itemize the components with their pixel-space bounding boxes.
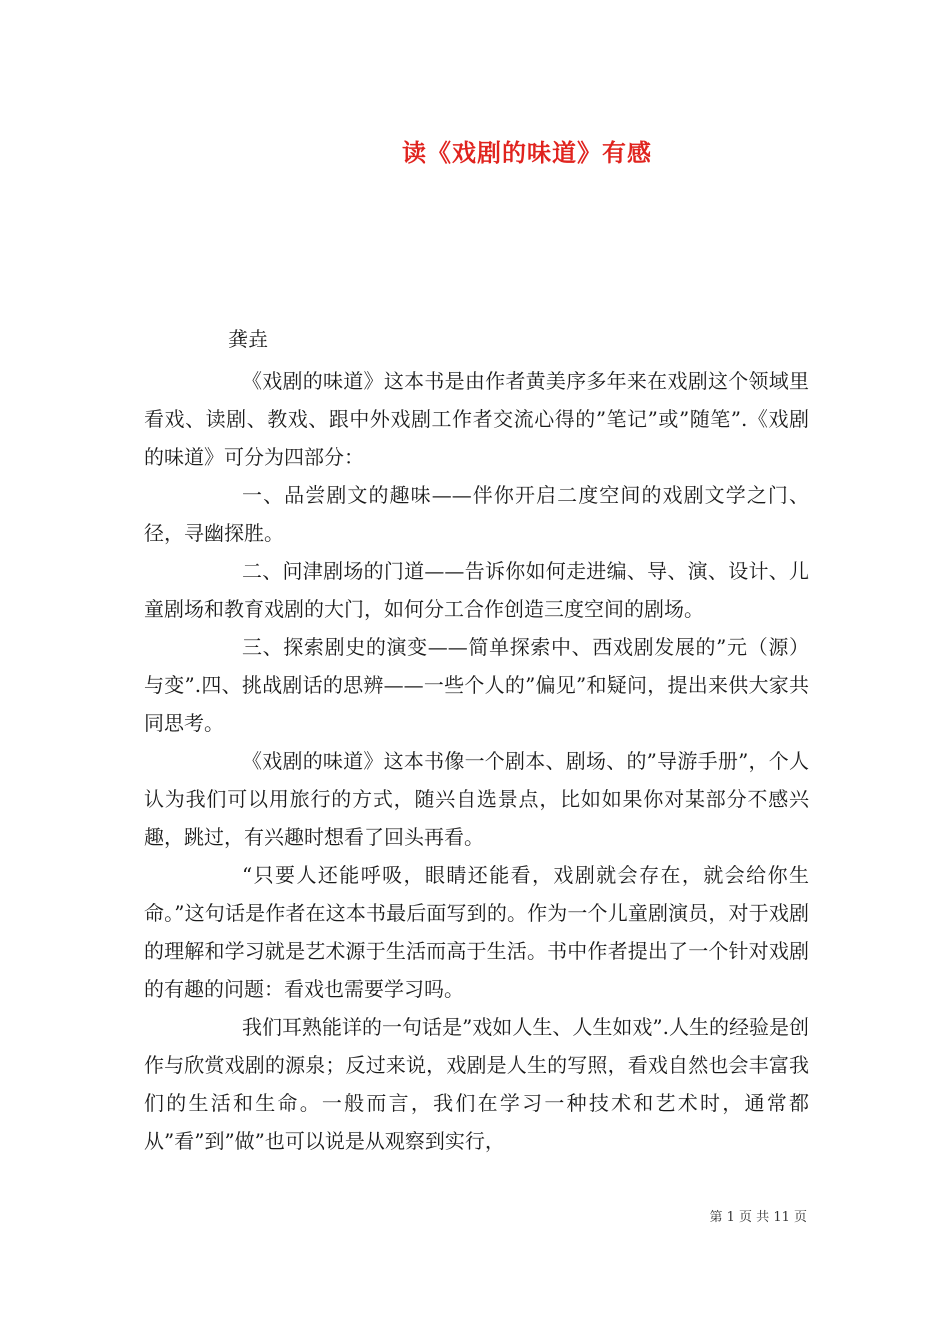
document-body bbox=[144, 362, 809, 1160]
page-number-footer: 第 1 页 共 11 页 bbox=[709, 1210, 807, 1225]
paragraph-part-one: 一、品尝剧文的趣味——伴你开启二度空间的戏剧文学之门、径，寻幽探胜。 bbox=[144, 483, 809, 545]
paragraph-life: 我们耳熟能详的一句话是”戏如人生、人生如戏”.人生的经验是创作与欣赏戏剧的源泉；反过来说，戏剧是人生的写照，看戏自然也会丰富我们的生活和生命。一般而言，我们在学习一种技术和艺术时，通常都从”看”到”做”也可以说是从观察到实行， bbox=[144, 1015, 809, 1153]
paragraph-intro: 《戏剧的味道》这本书是由作者黄美序多年来在戏剧这个领域里看戏、读剧、教戏、跟中外戏剧工作者交流心得的”笔记”或”随笔”.《戏剧的味道》可分为四部分： bbox=[144, 369, 809, 469]
paragraph-part-three-four: 三、探索剧史的演变——简单探索中、西戏剧发展的”元（源）与变”.四、挑战剧话的思辨——一些个人的”偏见”和疑问，提出来供大家共同思考。 bbox=[144, 635, 809, 735]
paragraph-part-two: 二、问津剧场的门道——告诉你如何走进编、导、演、设计、儿童剧场和教育戏剧的大门，如何分工合作创造三度空间的剧场。 bbox=[144, 559, 809, 621]
author-name: 龚垚 bbox=[228, 327, 268, 351]
document-title: 读《戏剧的味道》有感 bbox=[402, 138, 652, 167]
paragraph-quote: “只要人还能呼吸，眼睛还能看，戏剧就会存在，就会给你生命。”这句话是作者在这本书最后面写到的。作为一个儿童剧演员，对于戏剧的理解和学习就是艺术源于生活而高于生活。书中作者提出了一个针对戏剧的有趣的问题：看戏也需要学习吗。 bbox=[144, 863, 809, 1001]
paragraph-guide: 《戏剧的味道》这本书像一个剧本、剧场、的”导游手册”，个人认为我们可以用旅行的方式，随兴自选景点，比如如果你对某部分不感兴趣，跳过，有兴趣时想看了回头再看。 bbox=[144, 749, 809, 849]
